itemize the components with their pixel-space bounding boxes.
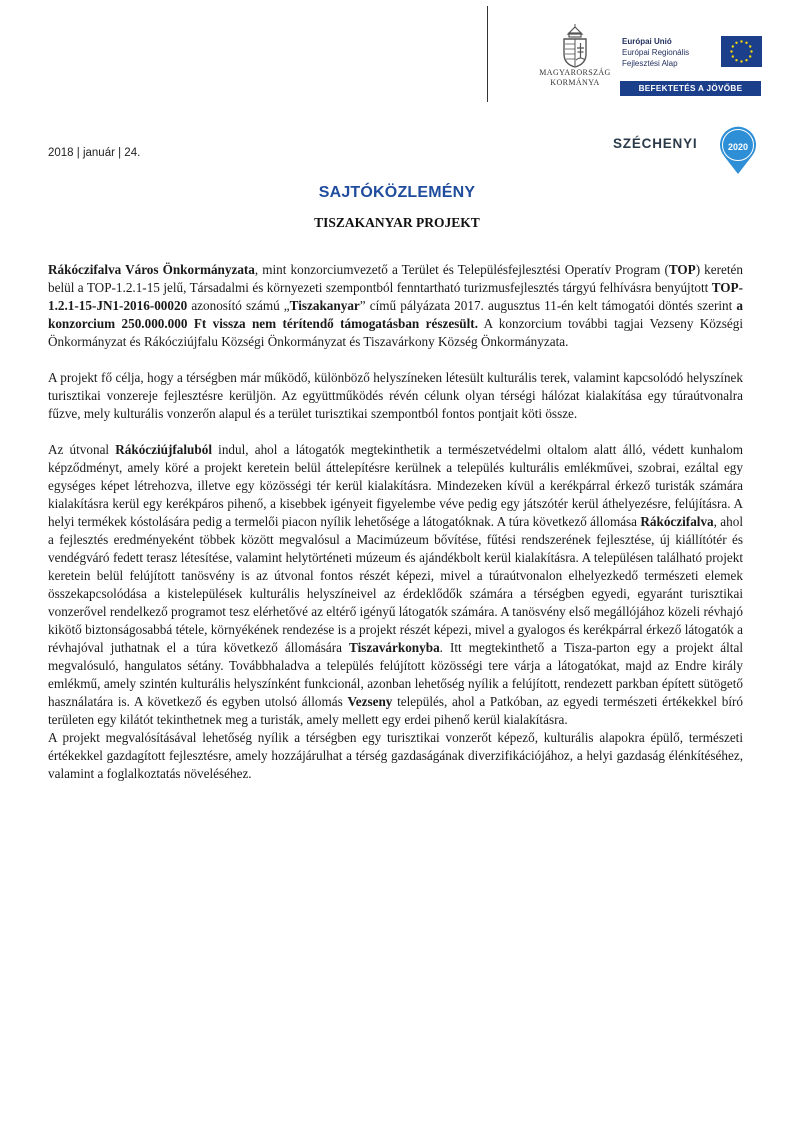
paragraph-intro: Rákóczifalva Város Önkormányzata, mint konzorciumvezető a Terület és Településfejlesztési Operatív Program (TOP) keretén belül a TOP-1.2.1-15 jelű, Társadalmi és környezeti szempontból fenntartható turizmusfejlesztés tárgyú felhívásra benyújtott TOP-1.2.1-15-JN1-2016-00020 azonosító számú „Tiszakanyar” című pályázata 2017. augusztus 11-én kelt támogatói döntés szerint a konzorcium 250.000.000 Ft vissza nem térítendő támogatásban részesült. A konzorcium további tagjai Vezseny Községi Önkormányzat és Rákócziújfalu Községi Önkormányzat és Tiszavárkony Község Önkormányzata.: [48, 262, 743, 349]
press-release-body: [48, 261, 743, 783]
document-subtitle: TISZAKANYAR PROJEKT: [314, 215, 480, 230]
release-date: 2018 | január | 24.: [48, 147, 141, 159]
paragraph-conclusion: A projekt megvalósításával lehetőség nyílik a térségben egy turisztikai vonzerőt képező, kulturális alapokra épülő, természeti értékekkel gazdagított fejlesztésre, amely hozzájárulhat a térség gazdaságának diverzifikációjához, a helyi gazdaság élénkítéséhez, valamint a foglalkoztatás növeléséhez.: [48, 730, 743, 781]
bold-project-id: TOP-1.2.1-15-JN1-2016-00020: [48, 280, 743, 313]
bold-rakoczifalva: Rákóczifalva: [640, 514, 714, 529]
hungary-government-logo: [527, 24, 623, 88]
szechenyi-2020-logo: [610, 126, 760, 176]
bold-rakocziujfalu: Rákócziújfaluból: [115, 442, 212, 457]
bold-project-name: Tiszakanyar: [289, 298, 360, 313]
eu-fund-line1: Európai Regionális: [622, 48, 690, 57]
header-divider: [487, 6, 488, 102]
crest-caption-line1: MAGYARORSZÁG: [539, 68, 611, 77]
paragraph-route: Az útvonal Rákócziújfaluból indul, ahol a látogatók megtekinthetik a természetvédelmi oltalom alatt álló, védett kunhalom képződményt, amely köré a projekt keretein belül áttelepítésre kerülnek a település kulturális emlékművei, szobrai, ezáltal egy egységes képet létrehozva, illetve egy közösségi tér kerül kialakításra. Mindezeken kívül a kerékpárral érkező turisták számára kialakításra kerül egy kerékpáros pihenő, a kisebbek igényeit figyelembe véve pedig egy játszótér kerül áthelyezésre, felújításra. A helyi termékek kóstolására pedig a termelői piacon nyílik lehetősége a látogatóknak. A túra következő állomása Rákóczifalva, ahol a fejlesztés eredményeként többek között megvalósul a Macimúzeum bővítése, fűtési rendszerének fejlesztése, új kiállítótér és vendégváró fedett terasz létesítése, valamint helytörténeti múzeum és ajándékbolt kerül kialakításra. A településen található projekt keretein belül felújított tanösvény is az útvonal fontos részét képezi, mivel a túraútvonalon elhelyezkedő természeti elemek összekapcsolódása a kistelepülések kulturális helyszíneivel az érdeklődők számára a térségben egyedi, egyaránt turisztikai vonzerővel rendelkező programot tesz elérhetővé az eltérő igényű látogatók számára. A tanösvény első megállójához közeli révhajó kikötő biztonságosabbá tétele, környékének rendezése is a projekt részét képezi, mivel a gyalogos és kerékpárral érkező látogatók a révhajóval juthatnak el a túra következő állomására Tiszavárkonyba. Itt megtekinthető a Tisza-parton egy a projekt által megvalósuló, hangulatos sétány. Továbbhaladva a település felújított közösségi tere várja a látogatókat, majd az Endre király emlékmű, amely szintén kulturális helyszínként funkcionál, azonban lehetőség nyílik a felújított, rendezett parkban épített sütögető használatára is. A következő és egyben utolsó állomás Vezseny település, ahol a Patkóban, az egyedi természeti értékekkel bíró területen egy kilátót tekinthetnek meg a turisták, amely mellett egy erdei pihenő kerül kialakításra.: [48, 442, 743, 727]
paragraph-goal: A projekt fő célja, hogy a térségben már működő, különböző helyszíneken létesült kulturális terek, valamint kapcsolódó helyszínek turisztikai vonzereje fejlesztésre kerüljön. Az együttműködés révén célunk olyan térségi hálózat kialakítása egy túraútvonalra fűzve, mely kulturális vonzerőn alapul és a terület turisztikai szempontból fontos pontjait köti össze.: [48, 370, 743, 421]
crest-caption-line2: KORMÁNYA: [550, 78, 600, 87]
bold-tiszavarkony: Tiszavárkonyba: [349, 640, 440, 655]
eu-slogan-banner: BEFEKTETÉS A JÖVŐBE: [620, 81, 761, 96]
document-title: SAJTÓKÖZLEMÉNY: [318, 184, 476, 201]
coat-of-arms-icon: [560, 24, 590, 68]
bold-grant-amount: a konzorcium 250.000.000 Ft vissza nem térítendő támogatásban részesült.: [48, 298, 743, 331]
bold-top: TOP: [668, 262, 696, 277]
eu-flag-icon: [721, 36, 762, 67]
bold-municipality: Rákóczifalva Város Önkormányzata: [48, 262, 255, 277]
szechenyi-year: 2020: [727, 142, 749, 152]
bold-vezseny: Vezseny: [347, 694, 393, 709]
szechenyi-wordmark: SZÉCHENYI: [613, 136, 698, 151]
eu-name: Európai Unió: [622, 37, 672, 46]
eu-fund-line2: Fejlesztési Alap: [622, 59, 678, 68]
